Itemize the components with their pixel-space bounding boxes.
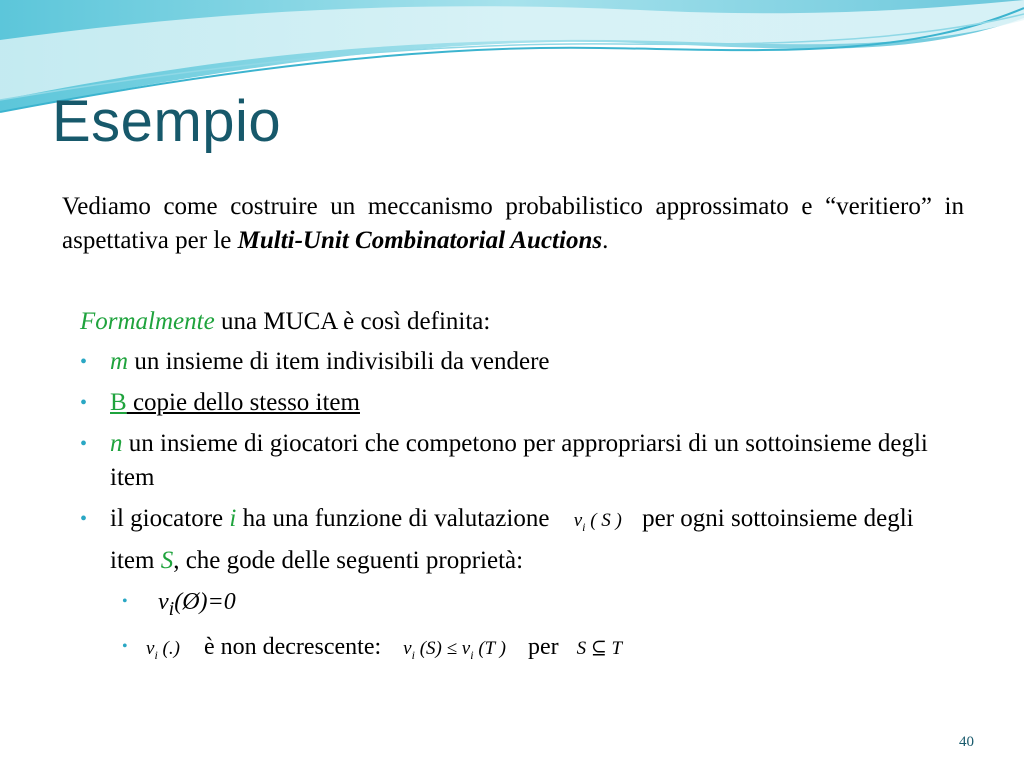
bullet-item-b	[80, 386, 960, 420]
formula-subset: S ⊆ T	[576, 637, 623, 659]
formula-monotonic: $v_i$ $(S) \le v_i$ (T )	[403, 637, 506, 662]
bullet-text: un insieme di item indivisibili da vendere	[128, 348, 550, 375]
bullet-item-n	[80, 427, 960, 495]
var-i: i	[229, 505, 237, 532]
intro-text: Vediamo come costruire un meccanismo probabilistico approssimato e “veritiero” in aspettativa per le	[62, 193, 964, 254]
formula-vi-empty: $v_i(Ø)=0$	[158, 588, 236, 620]
bullet-item-valuation	[80, 502, 960, 578]
bullet-icon: •	[80, 392, 88, 414]
bullet-text: , che gode delle seguenti proprietà:	[173, 546, 524, 574]
per-text: per	[527, 633, 559, 660]
var-n: n	[110, 430, 123, 457]
bullet-icon: •	[80, 351, 88, 373]
var-s: S	[160, 546, 174, 574]
bullet-icon: •	[80, 508, 88, 530]
bullet-text: un insieme di giocatori che competono per appropriarsi di un sottoinsieme degli item	[110, 430, 928, 491]
intro-paragraph	[62, 190, 964, 258]
page-number: 40	[959, 734, 974, 750]
bullet-icon: •	[122, 637, 128, 655]
formula-vi-dot: $v_i$ (.)	[146, 637, 180, 662]
sub-item-text: è non decrescente:	[203, 633, 382, 660]
slide-title: Esempio	[52, 89, 282, 154]
sub-item-nondecreasing	[80, 630, 960, 672]
sub-item-empty-set	[80, 585, 960, 626]
intro-bold-term: Multi-Unit Combinatorial Auctions	[237, 227, 603, 254]
bullet-text: ha una funzione di valutazione	[236, 505, 556, 532]
formula-vi-s: $v_i$ ( S )	[573, 510, 622, 534]
lead-line	[80, 305, 960, 339]
bullet-icon: •	[80, 433, 88, 455]
lead-text: una MUCA è così definita:	[214, 308, 491, 335]
bullet-icon: •	[122, 592, 128, 610]
content-body	[80, 305, 960, 675]
bullet-text: per ogni sottoinsieme degli item	[110, 505, 914, 574]
bullet-text: il giocatore	[110, 505, 230, 532]
bullet-text: copie dello stesso item	[126, 389, 360, 416]
bullet-item-m	[80, 345, 960, 379]
lead-formalmente: Formalmente	[80, 308, 215, 335]
intro-period: .	[602, 227, 609, 254]
var-m: m	[110, 348, 129, 375]
var-b: B	[110, 389, 127, 416]
